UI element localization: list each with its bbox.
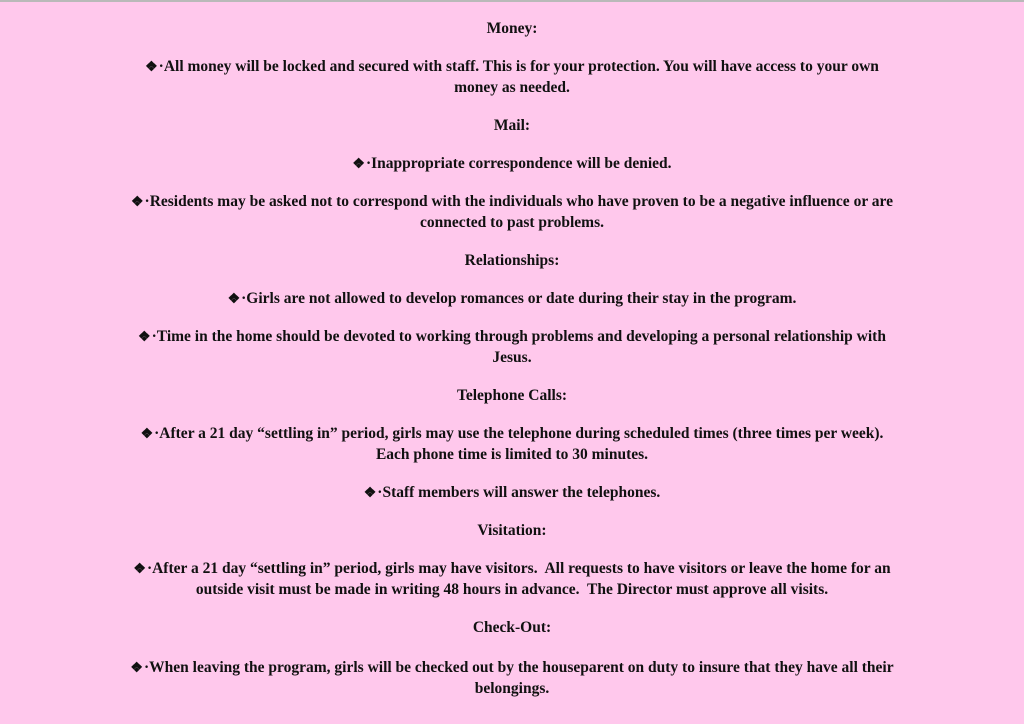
section-heading-telephone-calls: Telephone Calls: bbox=[456, 387, 568, 404]
bullet-item-text: ·All money will be locked and secured with staff. This is for your protection. You will have access to your own bbox=[158, 58, 879, 75]
bullet-item-continuation: belongings. bbox=[474, 680, 550, 697]
diamond-bullet-icon: ❖ bbox=[130, 661, 143, 676]
bullet-item-line bbox=[40, 56, 984, 78]
bullet-item-continuation: money as needed. bbox=[454, 79, 570, 96]
bullet-item-continuation: connected to past problems. bbox=[420, 214, 604, 231]
bullet-item-line bbox=[40, 657, 984, 679]
bullet-item-text: ·After a 21 day “settling in” period, girls may have visitors. All requests to have visitors or leave the home for an bbox=[146, 560, 891, 577]
bullet-item-text: ·Girls are not allowed to develop romances or date during their stay in the program. bbox=[241, 290, 797, 307]
bullet-item-line bbox=[40, 153, 984, 175]
section-heading-mail: Mail: bbox=[493, 117, 531, 134]
policy-document bbox=[0, 2, 1024, 724]
diamond-bullet-icon: ❖ bbox=[138, 330, 151, 345]
bullet-item-line bbox=[40, 191, 984, 213]
bullet-item-text: ·After a 21 day “settling in” period, girls may use the telephone during scheduled times (three times per week). bbox=[154, 425, 884, 442]
bullet-item-continuation: Jesus. bbox=[492, 349, 532, 366]
bullet-item-line bbox=[40, 288, 984, 310]
section-heading-money: Money: bbox=[486, 20, 538, 37]
diamond-bullet-icon: ❖ bbox=[352, 157, 365, 172]
diamond-bullet-icon: ❖ bbox=[133, 562, 146, 577]
section-heading-visitation: Visitation: bbox=[477, 522, 547, 539]
bullet-item-text: ·When leaving the program, girls will be checked out by the houseparent on duty to insure that they have all their bbox=[143, 659, 894, 676]
section-heading-check-out: Check-Out: bbox=[472, 619, 552, 636]
bullet-item-text: ·Residents may be asked not to correspond with the individuals who have proven to be a negative influence or are bbox=[144, 193, 894, 210]
bullet-item-continuation: Each phone time is limited to 30 minutes. bbox=[375, 446, 649, 463]
diamond-bullet-icon: ❖ bbox=[130, 195, 144, 210]
diamond-bullet-icon: ❖ bbox=[363, 486, 377, 501]
diamond-bullet-icon: ❖ bbox=[140, 427, 154, 442]
section-heading-relationships: Relationships: bbox=[464, 252, 560, 269]
bullet-item-text: ·Inappropriate correspondence will be denied. bbox=[365, 155, 672, 172]
bullet-item-text: ·Staff members will answer the telephones. bbox=[377, 484, 661, 501]
bullet-item-line bbox=[40, 423, 984, 445]
bullet-item-continuation: outside visit must be made in writing 48 hours in advance. The Director must approve all visits. bbox=[195, 581, 829, 598]
bullet-item-line bbox=[40, 482, 984, 504]
diamond-bullet-icon: ❖ bbox=[227, 292, 241, 307]
diamond-bullet-icon: ❖ bbox=[145, 60, 158, 75]
bullet-item-text: ·Time in the home should be devoted to working through problems and developing a personal relationship with bbox=[151, 328, 886, 345]
bullet-item-line bbox=[40, 326, 984, 348]
bullet-item-line bbox=[40, 558, 984, 580]
